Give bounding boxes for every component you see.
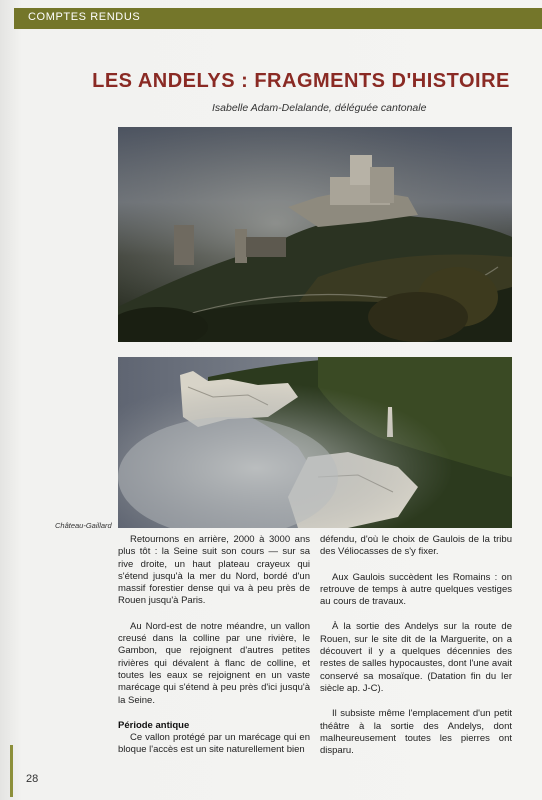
page-number: 28 bbox=[26, 773, 39, 785]
photo-caption: Château-Gaillard bbox=[55, 521, 112, 530]
paragraph: Retournons en arrière, 2000 à 3000 ans plus tôt : la Seine suit son cours — sur sa rive droite, un haut plateau crayeux qui s'étend jusqu'à la mer du Nord, bordé d'un massif forestier dense qui va à peu près de Rouen jusqu'à Paris. bbox=[118, 534, 310, 607]
text-column-right bbox=[320, 534, 512, 770]
paragraph: Aux Gaulois succèdent les Romains : on retrouve de temps à autre quelques vestiges au cours de travaux. bbox=[320, 571, 512, 608]
chalk-cliffs-photo bbox=[118, 357, 512, 528]
article-title: LES ANDELYS : FRAGMENTS D'HISTOIRE bbox=[92, 70, 510, 92]
paragraph: Il subsiste même l'emplacement d'un petit théâtre à la sortie des Andelys, dont malheureusement toutes les pierres ont disparu. bbox=[320, 708, 512, 757]
section-heading: Période antique bbox=[118, 719, 190, 731]
castle-aerial-photo bbox=[118, 127, 512, 342]
paragraph: défendu, d'où le choix de Gaulois de la tribu des Véliocasses de s'y fixer. bbox=[320, 534, 512, 558]
article-byline: Isabelle Adam-Delalande, déléguée cantonale bbox=[212, 102, 427, 114]
section-label: COMPTES RENDUS bbox=[28, 11, 141, 23]
text-column-left bbox=[118, 534, 310, 770]
margin-accent-strip bbox=[10, 745, 13, 797]
paragraph: À la sortie des Andelys sur la route de Rouen, sur le site dit de la Marguerite, on a découvert il y a quelques décennies des restes de salles hypocaustes, dont l'une avait conservé sa mosaïque. (Datation fin du Ier siècle ap. J-C). bbox=[320, 621, 512, 694]
paragraph: Au Nord-est de notre méandre, un vallon creusé dans la colline par une rivière, le Gambon, que rejoignent d'autres petites rivières qui dévalent à flanc de colline, et toutes les eaux se rejoignent en un vaste marécage qui s'étend à peu près d'ici jusqu'à la Seine. bbox=[118, 620, 310, 706]
paragraph: Ce vallon protégé par un marécage qui en bloque l'accès est un site naturellement bien bbox=[118, 732, 310, 756]
